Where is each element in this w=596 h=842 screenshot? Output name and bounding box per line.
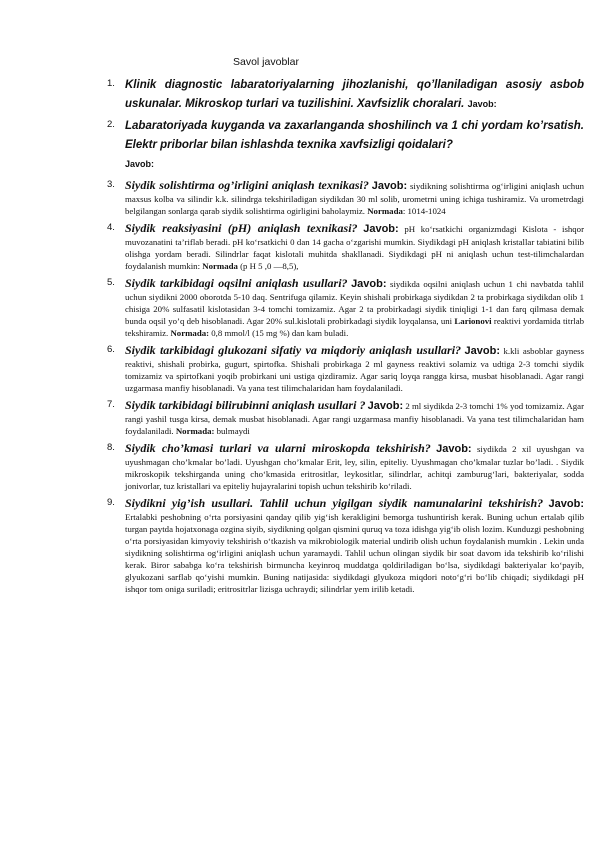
answer-text: 2 ml siydikda 2-3 tomchi 1% yod tomizamiz. Agar rangi yashil tusga kirsa, demak musbat hisoblanadi. Agar rangi uzgarmasa manfiy hisoblanadi. Va yana test tilimchalaridan ham foydalaniladi.: [125, 401, 585, 436]
javob-label: Javob:: [363, 223, 399, 235]
answer-paragraph: [125, 220, 584, 272]
javob-label: Javob:: [367, 400, 404, 412]
list-item-8: [107, 440, 584, 492]
question-text: [125, 117, 584, 174]
list-item-6: [107, 342, 584, 394]
javob-label: Javob:: [436, 443, 472, 455]
javob-label: Javob:: [351, 278, 387, 290]
norm-value: : 1014-1024: [402, 206, 446, 216]
reagent-name: Larionovi: [454, 316, 492, 326]
norm-value: (p H 5 ,0 —8,5),: [237, 261, 299, 271]
answer-text: Ertalabki peshobning o‘rta porsiyasini qanday qilib yig‘ish kerakligini bemorga tushuntirish kerak. Buning uchun ertalab qilib turgan paytda hojatxonaga ozgina siyib, siydikning qolgan qismini quruq va toza idishga yig‘ib olish lozim. Kunduzgi peshobning o‘rta porsiyasidan kimyoviy tekshirish o‘tkazish va mikrobiologik material undirib olish uchun foydalanish mumkin . Lekin unda siydikning solishtirma og‘irligini aniqlash uchun yaramaydi. Tahlil uchun olingan siydik bir soat davom ida tekshirib ko‘rilishi kerak. Biror sababga ko‘ra tekshirish birmuncha keyinroq muddatga qoldiriladigan bo‘lsa, siydikdagi bakteriyalar ko‘payib, glyukozani sarflab qo‘yishi mumkin. Buning natijasida: siydikdagi glyukoza miqdori noto‘g‘ri bo‘lib chiqadi; siydikdagi pH ishqor tom oniga suriladi; eritrositrlar lizisga uchraydi; silindrlar yem irilib ketadi.: [125, 512, 584, 594]
answer-paragraph: [125, 495, 584, 595]
answer-paragraph: [125, 440, 584, 492]
list-item-7: [107, 397, 585, 437]
item-number: 6.: [107, 344, 115, 355]
answer-paragraph: [125, 275, 584, 339]
question-9: Siydikni yig’ish usullari. Tahlil uchun yigilgan siydik namunalarini tekshirish?: [125, 496, 544, 510]
question-2: Labaratoriyada kuyganda va zaxarlanganda shoshilinch va 1 chi yordam ko’rsatish. Elektr priborlar bilan ishlashda texnika xavfsizligi qoidalari?: [125, 120, 584, 151]
question-3: Siydik solishtirma og’irligini aniqlash texnikasi?: [125, 178, 369, 192]
answer-text: siydikda 2 xil uyushgan va uyushmagan cho’kmalar bo’ladi. Uyushgan cho’kmalar Erit, ley, silin, epiteliy. Uyushmagan cho’kmalar tuzlar bo’ladi. . Siydik mikroskopik tekshirganda uning cho‘kmasida eritrositlar, leykositlar, silindrlar, achitqi zamburug‘lari, bakteriyalar, sodda jonivorlar, tuz kristallari va epiteliy hujayralarini topish uchun tekshirib ko‘riladi.: [125, 444, 584, 491]
question-5: Siydik tarkibidagi oqsilni aniqlash usullari?: [125, 276, 348, 290]
javob-label: Javob:: [548, 498, 584, 510]
norm-label: Normada: [202, 261, 238, 271]
answer-paragraph: [125, 177, 584, 217]
list-item-2: [107, 117, 584, 174]
javob-label: Javob:: [125, 159, 155, 169]
item-number: 1.: [107, 78, 115, 89]
norm-label: Normada:: [175, 426, 215, 436]
list-item-3: [107, 177, 584, 217]
answer-text: k.kli asboblar gayness reaktivi, shishali probirka, gugurt, spirtofka. Shishali probirkaga 2 ml gayness reaktivi solamiz va udtiga 2-3 tomchi siydik tomizamiz va spirtofkani yoqib probirkani uni ustiga qizdiramiz. Agar sariq loyqa rangga kirsa, musbat hisoblanadi. Agar rangi uzgarmasa manfiy hisoblanadi. Va yana test tilimchalaridan ham foydalaniladi.: [125, 346, 584, 393]
answer-text: siydikning solishtirma og‘irligini aniqlash uchun maxsus kolba va silindir k.k. silindrga tekshiriladigan siydikdan 30 ml solib, urometrni uning ichiga tushiramiz. Va urometrdagi belgilangan sonlarga qarab siydik solishtirma ogirligini baholaymiz.: [125, 181, 584, 216]
list-item-9: [107, 495, 584, 595]
question-7: Siydik tarkibidagi bilirubinni aniqlash usullari ?: [125, 398, 366, 412]
item-number: 2.: [107, 119, 115, 130]
list-item-1: [107, 76, 584, 114]
item-number: 4.: [107, 222, 115, 233]
item-number: 7.: [107, 399, 115, 410]
answer-paragraph: [125, 342, 584, 394]
item-number: 9.: [107, 497, 115, 508]
item-number: 5.: [107, 277, 115, 288]
list-item-4: [107, 220, 584, 272]
question-6: Siydik tarkibidagi glukozani sifatiy va miqdoriy aniqlash usullari?: [125, 343, 462, 357]
answer-paragraph: [125, 397, 584, 437]
question-4: Siydik reaksiyasini (pH) aniqlash texnikasi?: [125, 221, 358, 235]
norm-value: bulmaydi: [214, 426, 250, 436]
item-number: 3.: [107, 179, 115, 190]
item-number: 8.: [107, 442, 115, 453]
answer-text-cont: reaktivi yordamida titrlab tekshiramiz.: [125, 316, 584, 338]
question-8: Siydik cho’kmasi turlari va ularni miroskopda tekshirish?: [125, 441, 431, 455]
norm-label: Normada: [367, 206, 403, 216]
question-list: [107, 76, 585, 598]
javob-label: Javob:: [371, 180, 408, 192]
norm-label: Normada:: [170, 328, 210, 338]
answer-text: pH ko‘rsatkichi organizmdagi Kislota - ishqor muvozanatini ta’riflab beradi. pH ko‘rsatkichi 0 dan 14 gacha o‘zgarishi mumkin. Siydikdagi pH aniqlash kristallar tabiatini bilib olishga yordam beradi. Silindrlar faqat kislotali muhitda shakllanadi. Siydikdagi pH ni aniqlash uchun test-tilimchalardan foydalanish mumkin:: [125, 224, 584, 271]
norm-value: 0,8 mmol/l (15 mg %) dan kam buladi.: [209, 328, 349, 338]
answer-text: siydikda oqsilni aniqlash uchun 1 chi navbatda tahlil uchun siydikni 2000 oborotda 5-10 daq. Sentrifuga qilamiz. Keyin shishali probirkaga siydikdan 2 ta probirkaga siydikdan olib 1 chisiga 20% sulfasatil kislotasidan 3-4 tomchi tomizamiz. Agar 2 ta probirkadagi siydik tiniqligi 1-1 dan farq qilmasa demak bunda oqsil yo’q deb hisoblanadi. Agar 20% sul.kislotali probirkadagi siydik loyqalansa, uni: [125, 279, 584, 326]
javob-label: Javob:: [464, 345, 500, 357]
javob-label: Javob:: [467, 99, 497, 109]
list-item-5: [107, 275, 584, 339]
question-text: [125, 76, 584, 114]
question-1: Klinik diagnostic labaratoriyalarning jihozlanishi, qo’llaniladigan asosiy asbob uskunalar. Mikroskop turlari va tuzilishini. Xavfsizlik choralari.: [125, 79, 584, 110]
page-title: Savol javoblar: [233, 56, 299, 68]
